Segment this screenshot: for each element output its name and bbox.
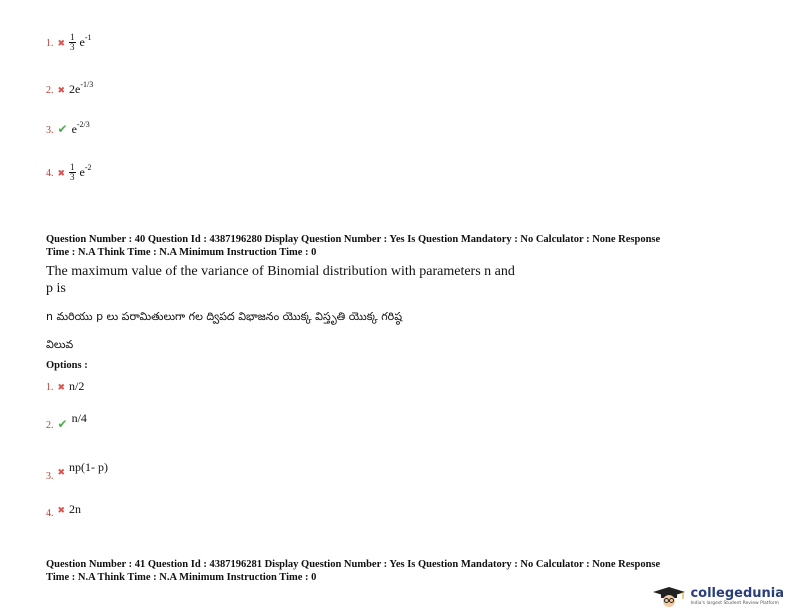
option-number: 4. [46, 168, 54, 180]
q40-option-3 [46, 458, 109, 482]
option-text: 2n [69, 502, 82, 516]
prev-option-2: 2. ✖ $2e^{-1/3}$ [46, 80, 94, 96]
check-mark-icon: ✔ [57, 122, 68, 136]
cross-mark-icon: ✖ [57, 505, 66, 515]
option-text: n/4 [71, 411, 87, 425]
options-label: Options : [46, 360, 88, 371]
question-40-telugu-line-1: n మరియు p లు పరామితులుగా గల ద్విపద విభాజనం యొక్క విస్తృతి యొక్క గరిష్ఠ [46, 310, 403, 323]
prev-option-1: 1. ✖ $\frac{1}{3}$ $e^{-1}$ [46, 32, 92, 52]
option-text: np(1- p) [69, 460, 109, 474]
logo-tagline: India's largest Student Review Platform [690, 601, 780, 606]
logo-name: collegedunia [690, 586, 784, 601]
cross-mark-icon: ✖ [57, 38, 66, 49]
option-number: 1. [46, 38, 54, 50]
prev-option-3: 3. ✔ $e^{-2/3}$ [46, 120, 90, 136]
fraction: $\frac{1}{3}$ [70, 32, 75, 52]
graduate-avatar-icon [652, 586, 686, 608]
question-41-header: Question Number : 41 Question Id : 4387196281 Display Question Number : Yes Is Question Mandatory : No Calculator : None Response Time : N.A Think Time : N.A Minimum Instruction Time : 0 [46, 559, 661, 583]
cross-mark-icon: ✖ [57, 467, 66, 477]
option-number: 3. [46, 125, 54, 136]
cross-mark-icon: ✖ [57, 382, 66, 392]
option-number: 2. [46, 420, 54, 431]
fraction: $\frac{1}{3}$ [70, 162, 75, 182]
question-40-text: The maximum value of the variance of Binomial distribution with parameters n and p is [46, 264, 515, 296]
cross-mark-icon: ✖ [57, 85, 66, 95]
prev-option-4: 4. ✖ $\frac{1}{3}$ $e^{-2}$ [46, 162, 92, 182]
q40-option-2 [46, 411, 87, 433]
option-number: 1. [46, 382, 54, 393]
option-number: 2. [46, 85, 54, 96]
q40-option-4 [46, 500, 81, 518]
question-40-telugu-line-2: విలువ [46, 338, 74, 351]
cross-mark-icon: ✖ [57, 168, 66, 179]
question-40-header: Question Number : 40 Question Id : 4387196280 Display Question Number : Yes Is Question Mandatory : No Calculator : None Response Time : N.A Think Time : N.A Minimum Instruction Time : 0 [46, 234, 661, 258]
option-text: n/2 [69, 379, 85, 393]
option-number: 3. [46, 471, 54, 482]
option-number: 4. [46, 508, 54, 519]
q40-option-1 [46, 377, 84, 395]
check-mark-icon: ✔ [57, 417, 68, 431]
collegedunia-logo [652, 586, 784, 608]
